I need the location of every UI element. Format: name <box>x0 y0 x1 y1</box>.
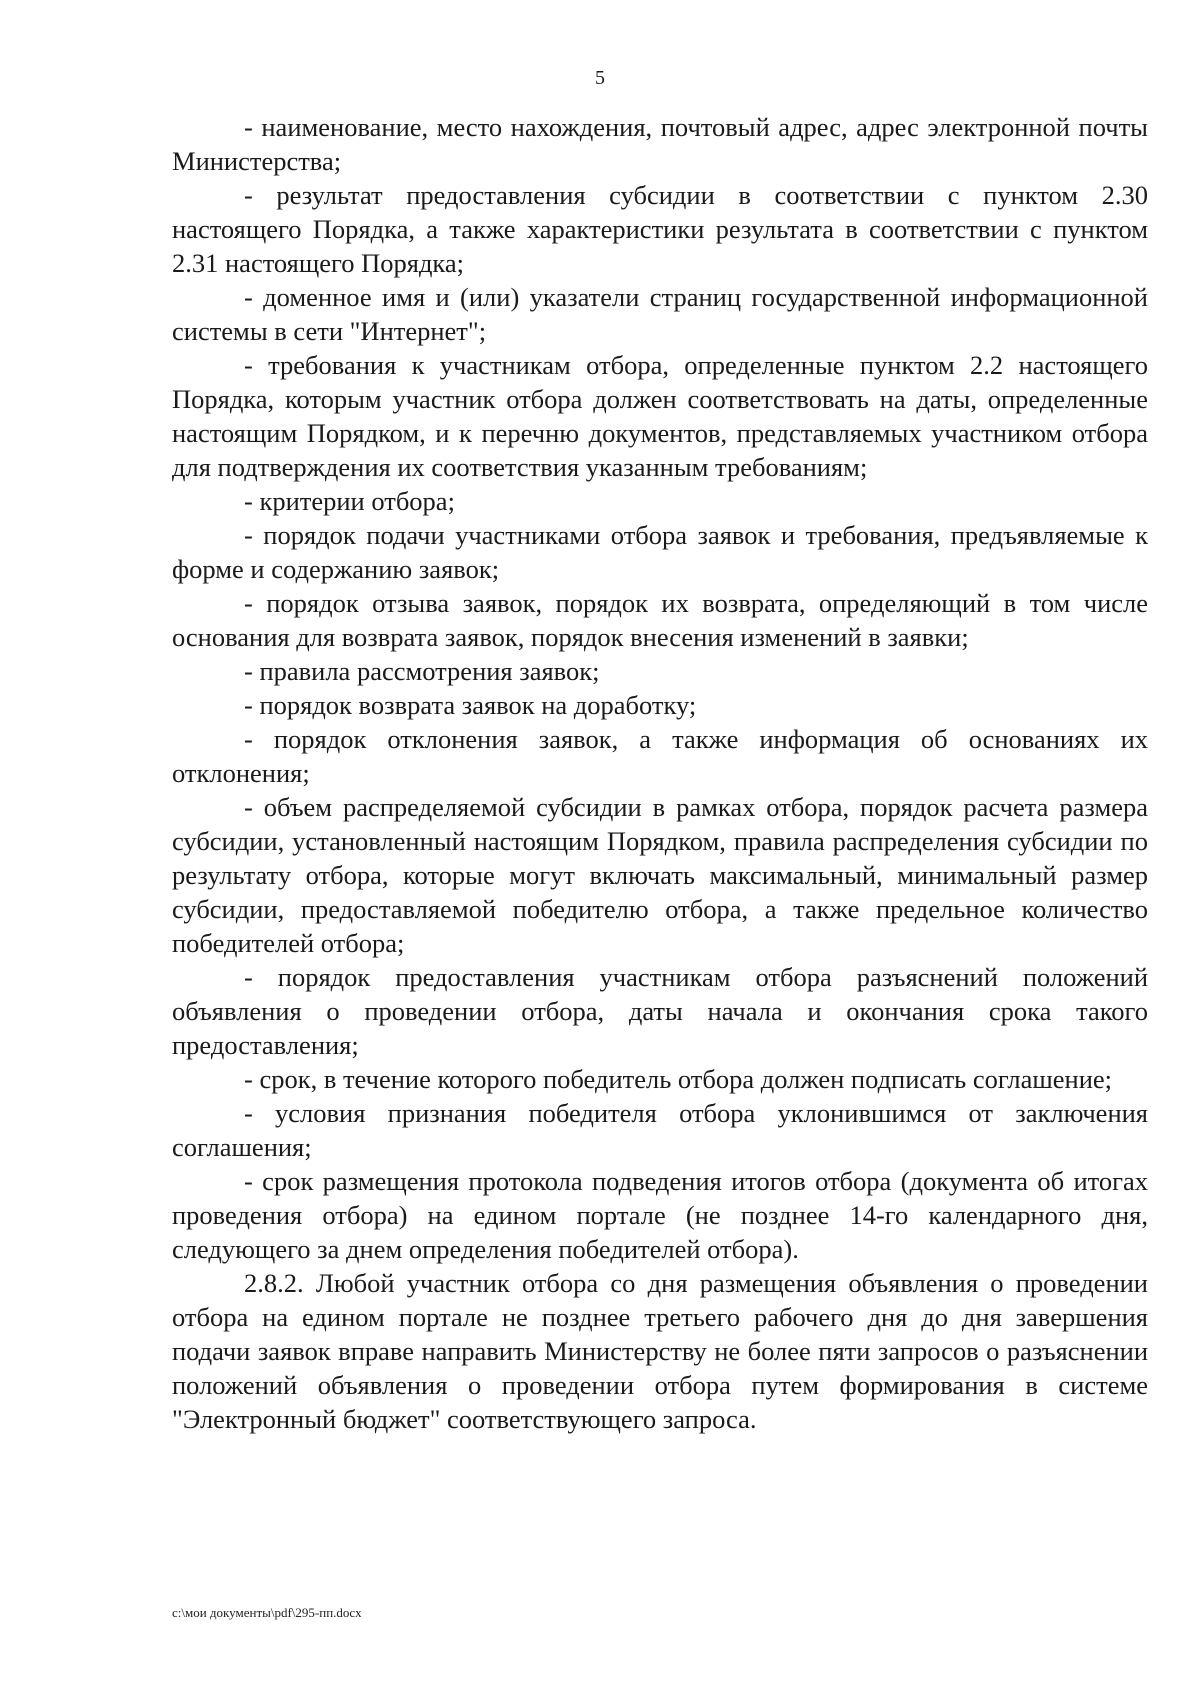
document-body <box>172 110 1148 1436</box>
paragraph-signing-deadline: - срок, в течение которого победитель отбора должен подписать соглашение; <box>244 1064 1113 1094</box>
paragraph-clarifications: - порядок предоставления участникам отбора разъяснений положений объявления о проведении отбора, даты начала и окончания срока такого предоставления; <box>172 962 1148 1060</box>
paragraph-section-2-8-2: 2.8.2. Любой участник отбора со дня размещения объявления о проведении отбора на едином портале не позднее третьего рабочего дня до дня завершения подачи заявок вправе направить Министерству не более пяти запросов о разъяснении положений объявления о проведении отбора путем формирования в системе "Электронный бюджет" соответствующего запроса. <box>172 1268 1148 1434</box>
paragraph-domain-name: - доменное имя и (или) указатели страниц государственной информационной системы в сети "Интернет"; <box>172 282 1148 346</box>
paragraph-rejection-procedure: - порядок отклонения заявок, а также информация об основаниях их отклонения; <box>172 724 1148 788</box>
paragraph-application-procedure: - порядок подачи участниками отбора заявок и требования, предъявляемые к форме и содержанию заявок; <box>172 520 1148 584</box>
footer-file-path: c:\мои документы\pdf\295-пп.docx <box>172 1605 362 1620</box>
paragraph-application-withdrawal: - порядок отзыва заявок, порядок их возврата, определяющий в том числе основания для возврата заявок, порядок внесения изменений в заявки; <box>172 588 1148 652</box>
paragraph-ministry-details: - наименование, место нахождения, почтовый адрес, адрес электронной почты Министерства; <box>172 112 1148 176</box>
paragraph-subsidy-volume: - объем распределяемой субсидии в рамках отбора, порядок расчета размера субсидии, установленный настоящим Порядком, правила распределения субсидии по результату отбора, которые могут включать максимальный, минимальный размер субсидии, предоставляемой победителю отбора, а также предельное количество победителей отбора; <box>172 792 1148 958</box>
paragraph-return-for-revision: - порядок возврата заявок на доработку; <box>244 690 697 720</box>
page-number: 5 <box>595 67 605 89</box>
paragraph-review-rules: - правила рассмотрения заявок; <box>244 656 600 686</box>
paragraph-selection-criteria: - критерии отбора; <box>244 486 455 516</box>
paragraph-subsidy-result: - результат предоставления субсидии в соответствии с пунктом 2.30 настоящего Порядка, а также характеристики результата в соответствии с пунктом 2.31 настоящего Порядка; <box>172 180 1148 278</box>
paragraph-participant-requirements: - требования к участникам отбора, определенные пунктом 2.2 настоящего Порядка, которым участник отбора должен соответствовать на даты, определенные настоящим Порядком, и к перечню документов, представляемых участником отбора для подтверждения их соответствия указанным требованиям; <box>172 350 1148 482</box>
paragraph-evasion-conditions: - условия признания победителя отбора уклонившимся от заключения соглашения; <box>172 1098 1148 1162</box>
paragraph-protocol-deadline: - срок размещения протокола подведения итогов отбора (документа об итогах проведения отбора) на едином портале (не позднее 14-го календарного дня, следующего за днем определения победителей отбора). <box>172 1166 1148 1264</box>
